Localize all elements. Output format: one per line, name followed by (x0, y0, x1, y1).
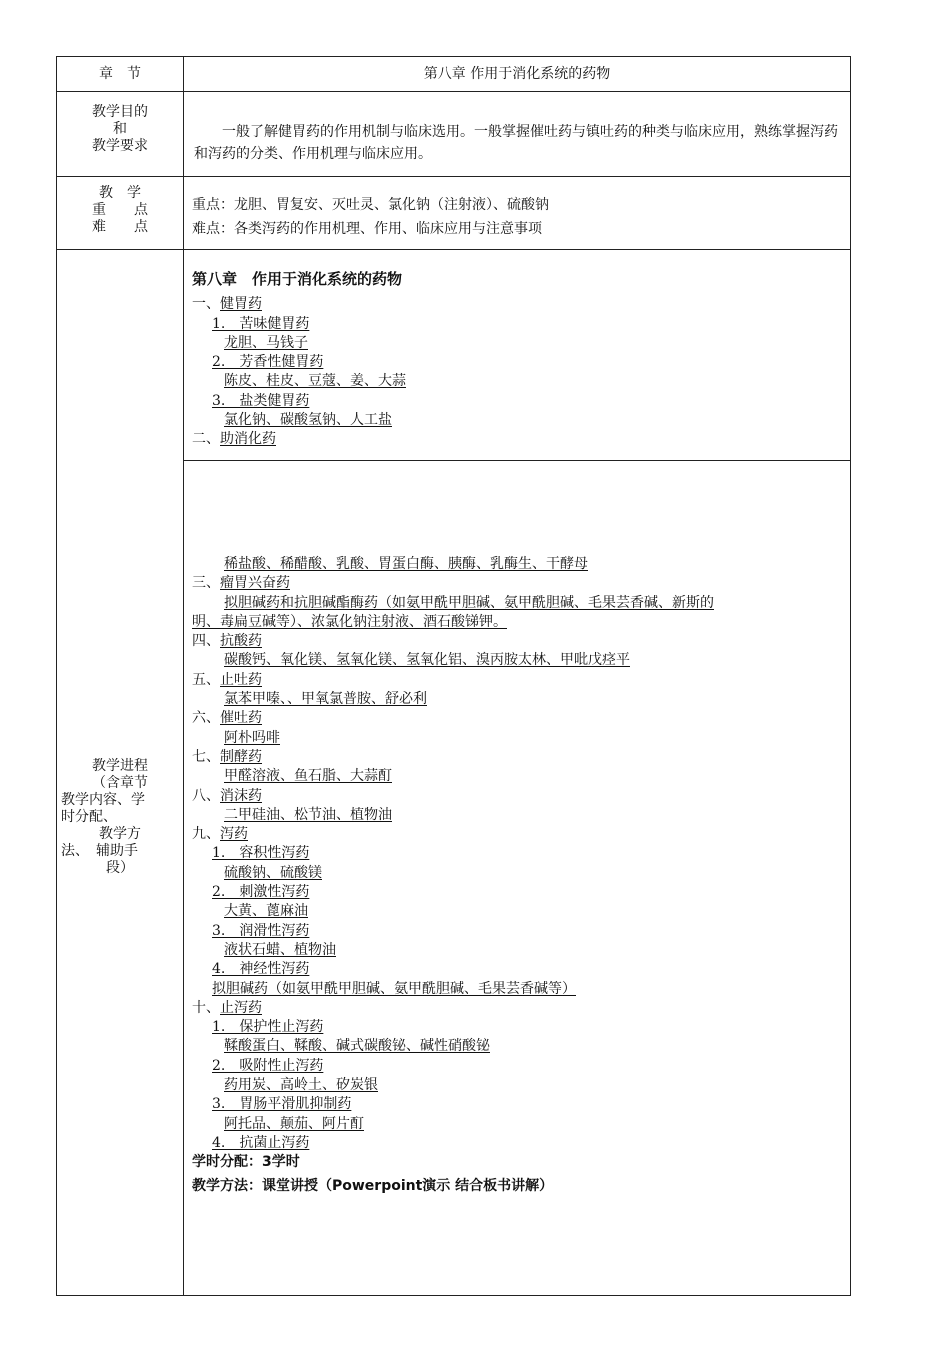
chapter-title: 第八章 作用于消化系统的药物 (423, 65, 611, 82)
section-title: 助消化药 (220, 431, 276, 448)
hours-allocation: 学时分配：3学时 (192, 1154, 300, 1171)
subsection-title: 1. 苦味健胃药 (212, 315, 310, 332)
outline-bottom-cell (184, 461, 851, 1296)
items-text: 碳酸钙、氧化镁、氢氧化镁、氢氧化铝、溴丙胺太林、甲吡戊痉平 (224, 652, 630, 669)
section-title: 抗酸药 (220, 633, 262, 650)
outline-items (192, 864, 840, 883)
items-text: 氯苯甲嗪、、甲氧氯普胺、舒必利 (224, 691, 427, 708)
items-text: 大黄、蓖麻油 (224, 903, 308, 920)
outline-section: 七、制酵药 (192, 748, 262, 765)
outline-items (192, 767, 840, 786)
objectives-row (57, 92, 851, 177)
keypoints-row (57, 177, 851, 250)
objectives-label-line: 教学要求 (92, 138, 148, 154)
progress-label-line: 教学方 (99, 826, 141, 842)
section-title: 瘤胃兴奋药 (220, 575, 290, 592)
outline-subsection (192, 960, 840, 979)
outline-heading: 第八章 作用于消化系统的药物 (192, 270, 403, 288)
teaching-method: 教学方法：课堂讲授（Powerpoint演示 结合板书讲解） (192, 1177, 554, 1194)
outline-items (192, 651, 840, 670)
items-text: 阿托品、颠茄、阿片酊 (224, 1115, 364, 1132)
subsection-title: 3. 润滑性泻药 (212, 922, 310, 939)
items-text: 拟胆碱药（如氨甲酰甲胆碱、氨甲酰胆碱、毛果芸香碱等） (212, 980, 576, 997)
outline-items (192, 902, 840, 921)
outline-items (192, 594, 840, 613)
syllabus-table (56, 56, 851, 1296)
outline-section: 三、瘤胃兴奋药 (192, 575, 290, 592)
progress-label-line: 法、 辅助手 (61, 843, 138, 859)
keypoints-label-line: 难 点 (92, 219, 148, 235)
section-title: 制酵药 (220, 748, 262, 765)
outline-items (192, 613, 840, 632)
outline-subsection (192, 353, 840, 372)
outline-subsection (192, 1095, 840, 1114)
outline-items (192, 334, 840, 353)
subsection-title: 3. 盐类健胃药 (212, 392, 310, 409)
items-text: 液状石蜡、植物油 (224, 941, 336, 958)
progress-label-line: 时分配、 (61, 809, 117, 825)
items-text: 龙胆、马钱子 (224, 334, 308, 351)
subsection-title: 1. 容积性泻药 (212, 845, 310, 862)
outline-section: 二、助消化药 (192, 431, 276, 448)
objectives-text: 一般了解健胃药的作用机制与临床选用。一般掌握催吐药与镇吐药的种类与临床应用，熟练掌握泻药和泻药的分类、作用机理与临床应用。 (194, 124, 838, 162)
progress-label-line: 段） (106, 860, 134, 876)
outline-items (192, 806, 840, 825)
objectives-label (57, 92, 184, 177)
chapter-row (57, 57, 851, 92)
keypoints-label-line: 教 学 (99, 185, 141, 201)
outline-items (192, 980, 840, 999)
keypoints-value (184, 177, 851, 250)
outline-subsection (192, 883, 840, 902)
subsection-title: 2. 刺激性泻药 (212, 884, 310, 901)
progress-label-line: 教学进程 (92, 758, 148, 774)
outline-subsection (192, 315, 840, 334)
section-title: 止吐药 (220, 671, 262, 688)
items-text: 鞣酸蛋白、鞣酸、碱式碳酸铋、碱性硝酸铋 (224, 1038, 490, 1055)
chapter-label-text: 章 节 (99, 65, 141, 82)
section-title: 健胃药 (220, 296, 262, 313)
chapter-value (184, 57, 851, 92)
items-text: 阿朴吗啡 (224, 729, 280, 746)
subsection-title: 4. 神经性泻药 (212, 961, 310, 978)
outline-items (192, 372, 840, 391)
items-text: 甲醛溶液、鱼石脂、大蒜酊 (224, 768, 392, 785)
outline-section: 五、止吐药 (192, 671, 262, 688)
outline-subsection (192, 1134, 840, 1153)
progress-label-line: （含章节 (92, 775, 148, 791)
keypoints-label-line: 重 点 (92, 202, 148, 218)
progress-label (57, 250, 184, 1296)
subsection-title: 1. 保护性止泻药 (212, 1019, 324, 1036)
section-title: 消沫药 (220, 787, 262, 804)
outline-subsection (192, 1018, 840, 1037)
outline-subsection (192, 1057, 840, 1076)
outline-top-row (57, 250, 851, 461)
section-title: 止泻药 (220, 999, 262, 1016)
outline-items (192, 411, 840, 430)
subsection-title: 4. 抗菌止泻药 (212, 1134, 310, 1151)
difficult-points-text: 难点：各类泻药的作用机理、作用、临床应用与注意事项 (192, 221, 542, 237)
subsection-title: 2. 芳香性健胃药 (212, 354, 324, 371)
outline-subsection (192, 844, 840, 863)
syllabus-sheet (56, 56, 850, 1295)
section-title: 催吐药 (220, 710, 262, 727)
outline-items (192, 941, 840, 960)
subsection-title: 2. 吸附性止泻药 (212, 1057, 324, 1074)
outline-items (192, 690, 840, 709)
items-text: 明、毒扁豆碱等）、浓氯化钠注射液、酒石酸锑钾。 (192, 613, 507, 630)
items-text: 拟胆碱药和抗胆碱酯酶药（如氨甲酰甲胆碱、氨甲酰胆碱、毛果芸香碱、新斯的 (224, 594, 714, 611)
subsection-title: 3. 胃肠平滑肌抑制药 (212, 1096, 352, 1113)
outline-subsection (192, 922, 840, 941)
keypoints-label (57, 177, 184, 250)
items-text: 二甲硅油、松节油、植物油 (224, 806, 392, 823)
items-text: 陈皮、桂皮、豆蔻、姜、大蒜 (224, 373, 406, 390)
objectives-label-line: 和 (113, 121, 127, 137)
outline-items (192, 1076, 840, 1095)
items-text: 氯化钠、碳酸氢钠、人工盐 (224, 412, 392, 429)
outline-top-cell (184, 250, 851, 461)
outline-section: 九、泻药 (192, 826, 248, 843)
outline-section: 一、健胃药 (192, 296, 262, 313)
outline-items (192, 555, 840, 574)
outline-items (192, 1115, 840, 1134)
outline-section: 四、抗酸药 (192, 633, 262, 650)
outline-items (192, 1037, 840, 1056)
outline-items (192, 729, 840, 748)
outline-subsection (192, 392, 840, 411)
progress-label-line: 教学内容、学 (61, 792, 145, 808)
outline-section: 十、止泻药 (192, 999, 262, 1016)
objectives-label-line: 教学目的 (92, 104, 148, 120)
items-text: 药用炭、高岭土、矽炭银 (224, 1077, 378, 1094)
outline-section: 六、催吐药 (192, 710, 262, 727)
chapter-label (57, 57, 184, 92)
outline-section: 八、消沫药 (192, 787, 262, 804)
items-text: 稀盐酸、稀醋酸、乳酸、胃蛋白酶、胰酶、乳酶生、干酵母 (224, 556, 588, 572)
section-title: 泻药 (220, 826, 248, 843)
objectives-value (184, 92, 851, 177)
key-points-text: 重点：龙胆、胃复安、灭吐灵、氯化钠（注射液）、硫酸钠 (192, 197, 549, 213)
items-text: 硫酸钠、硫酸镁 (224, 864, 322, 881)
